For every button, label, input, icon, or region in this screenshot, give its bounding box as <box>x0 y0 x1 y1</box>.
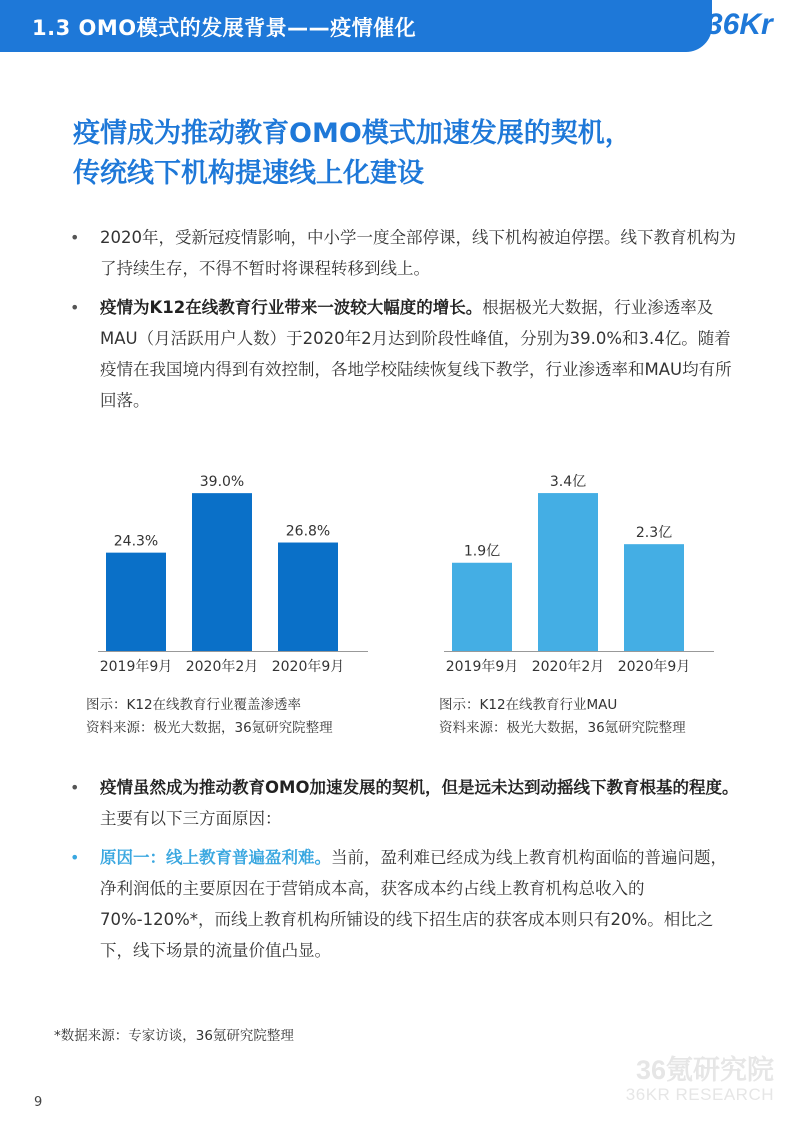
caption-title: 图示：K12在线教育行业MAU <box>439 697 618 713</box>
watermark <box>626 1055 774 1105</box>
watermark-line1: 36氪研究院 <box>635 1055 774 1085</box>
bullet-dot-icon: • <box>70 228 80 247</box>
36kr-logo <box>698 0 794 52</box>
bullet-item <box>70 842 740 966</box>
data-label: 1.9亿 <box>463 543 501 560</box>
watermark-line2: 36KR RESEARCH <box>625 1085 774 1104</box>
penetration-rate-chart <box>86 455 446 685</box>
header-bar <box>0 0 712 52</box>
bullet-text: 根据极光大数据，行业渗透率及MAU（月活跃用户人数）于2020年2月达到阶段性峰值，分别为39.0%和3.4亿。随着疫情在我国境内得到有效控制，各地学校陆续恢复线下教学，行业渗透率和MAU均有所回落。 <box>100 298 732 410</box>
bullet-text: 主要有以下三方面原因： <box>100 809 282 828</box>
bullet-dot-icon: • <box>70 778 80 797</box>
bar-3 <box>278 543 338 651</box>
logo-text: 36Kr <box>706 8 773 41</box>
tick-label: 2020年2月 <box>185 659 259 675</box>
bar-3 <box>624 544 684 651</box>
bar-1 <box>452 563 512 651</box>
bar-1 <box>106 553 166 651</box>
section-title: 1.3 OMO模式的发展背景——疫情催化 <box>32 16 417 40</box>
bar-2 <box>192 493 252 651</box>
bullet-item <box>70 222 740 284</box>
tick-label: 2019年9月 <box>445 659 519 675</box>
tick-label: 2020年2月 <box>531 659 605 675</box>
bullet-item <box>70 292 740 416</box>
chart-caption-right <box>439 694 686 740</box>
bullet-dot-icon: • <box>70 298 80 317</box>
data-label: 39.0% <box>199 474 245 491</box>
caption-source: 资料来源：极光大数据，36氪研究院整理 <box>86 720 333 736</box>
tick-label: 2019年9月 <box>99 659 173 675</box>
bullets-bottom <box>70 772 740 974</box>
data-label: 24.3% <box>113 533 159 550</box>
bullet-bold-text: 疫情虽然成为推动教育OMO加速发展的契机，但是远未达到动摇线下教育根基的程度。 <box>100 778 739 797</box>
bullet-dot-icon: • <box>70 848 80 867</box>
bar-2 <box>538 493 598 651</box>
footnote: *数据来源：专家访谈，36氪研究院整理 <box>54 1028 294 1044</box>
caption-source: 资料来源：极光大数据，36氪研究院整理 <box>439 720 686 736</box>
bullet-text: 当前，盈利难已经成为线上教育机构面临的普遍问题，净利润低的主要原因在于营销成本高，获客成本约占线上教育机构总收入的70%-120%*，而线上教育机构所铺设的线下招生店的获客成本则只有20%。相比之下，线下场景的流量价值凸显。 <box>100 848 727 960</box>
chart-caption-left <box>86 694 333 740</box>
bullets-top <box>70 222 740 424</box>
bullet-highlight-text: 原因一：线上教育普遍盈利难。 <box>100 848 331 867</box>
tick-label: 2020年9月 <box>617 659 691 675</box>
bullet-text: 2020年，受新冠疫情影响，中小学一度全部停课，线下机构被迫停摆。线下教育机构为了持续生存，不得不暂时将课程转移到线上。 <box>100 228 736 278</box>
bullet-item <box>70 772 740 834</box>
caption-title: 图示：K12在线教育行业覆盖渗透率 <box>86 697 302 713</box>
data-label: 26.8% <box>285 523 331 540</box>
main-title-line1: 疫情成为推动教育OMO模式加速发展的契机， <box>73 118 632 149</box>
bullet-bold-text: 疫情为K12在线教育行业带来一波较大幅度的增长。 <box>100 298 483 317</box>
mau-chart <box>432 455 792 685</box>
tick-label: 2020年9月 <box>271 659 345 675</box>
page-number: 9 <box>34 1095 43 1110</box>
main-title <box>73 114 773 194</box>
main-title-line2: 传统线下机构提速线上化建设 <box>73 158 424 189</box>
data-label: 3.4亿 <box>549 474 587 491</box>
data-label: 2.3亿 <box>635 525 673 542</box>
